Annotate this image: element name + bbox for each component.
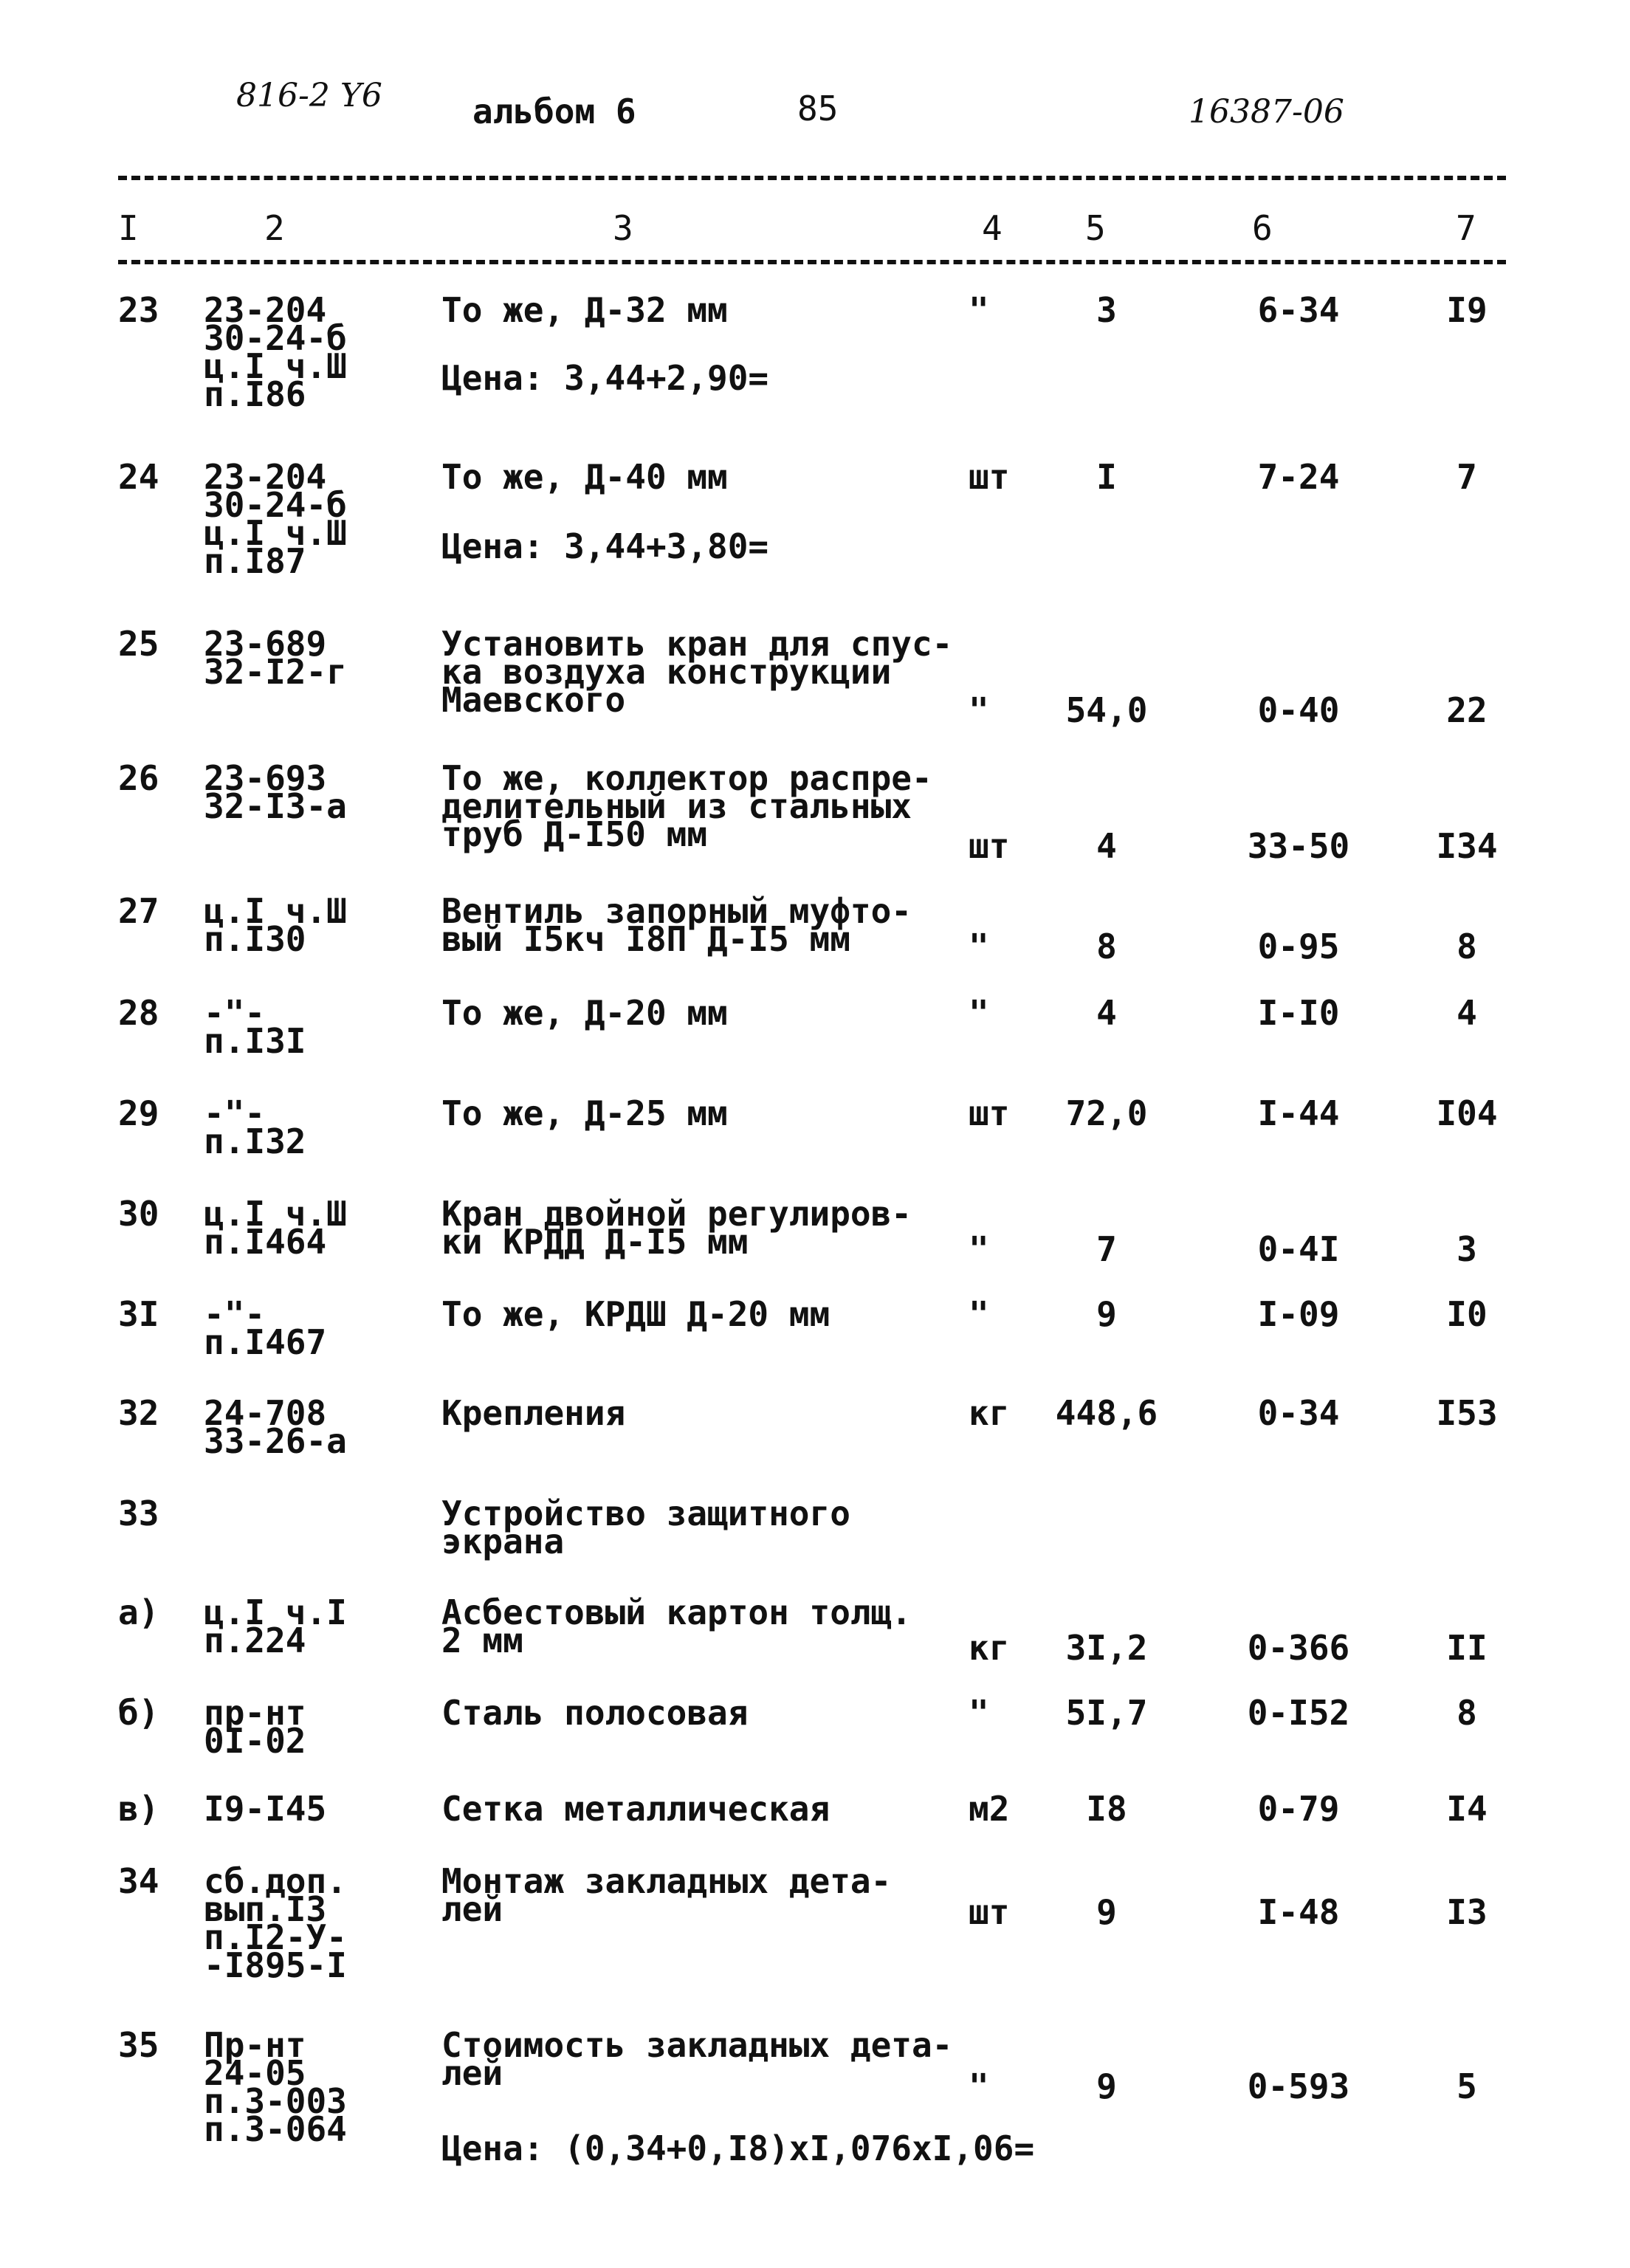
reference-code-line: вып.I3 — [204, 1889, 327, 1929]
unit-of-measure: " — [969, 690, 989, 730]
work-description-line: Кран двойной регулиров- — [441, 1194, 912, 1234]
reference-code-line: ц.I ч.I — [204, 1592, 347, 1632]
total-cost: I4 — [1446, 1789, 1488, 1829]
reference-code-line: 23-204 — [204, 457, 327, 497]
reference-code-line: п.I467 — [204, 1322, 327, 1362]
col-number-3: 3 — [613, 208, 633, 248]
reference-code-line: п.I464 — [204, 1222, 327, 1262]
work-description-line: вый I5кч I8П Д-I5 мм — [441, 919, 850, 959]
reference-code-line: ц.I ч.Ш — [204, 346, 347, 386]
work-description-line: Крепления — [441, 1393, 626, 1433]
unit-price: 0-34 — [1257, 1393, 1340, 1433]
work-description-line: То же, коллектор распре- — [441, 758, 932, 798]
unit-price: 6-34 — [1257, 290, 1340, 330]
col-number-1: I — [118, 208, 139, 248]
reference-code-line: ц.I ч.Ш — [204, 513, 347, 553]
unit-price: I-09 — [1257, 1294, 1340, 1334]
reference-code-line: -I895-I — [204, 1945, 347, 1985]
quantity: 3I,2 — [1065, 1628, 1148, 1668]
work-description-line: труб Д-I50 мм — [441, 814, 708, 854]
total-cost: I34 — [1436, 826, 1498, 866]
row-number: 34 — [118, 1861, 159, 1901]
row-number: 23 — [118, 290, 159, 330]
quantity: 8 — [1096, 927, 1117, 966]
unit-of-measure: кг — [969, 1393, 1010, 1433]
unit-price: I-48 — [1257, 1892, 1340, 1932]
reference-code-line: сб.доп. — [204, 1861, 347, 1901]
total-cost: I3 — [1446, 1892, 1488, 1932]
header-dashed-rule — [118, 260, 1506, 264]
row-number: 27 — [118, 891, 159, 931]
unit-of-measure: " — [969, 1294, 989, 1334]
quantity: 72,0 — [1065, 1093, 1148, 1133]
work-description-line: То же, Д-25 мм — [441, 1093, 728, 1133]
reference-code-line: 32-I2-г — [204, 652, 347, 692]
row-number: 25 — [118, 624, 159, 664]
reference-code-line: 33-26-а — [204, 1421, 347, 1461]
unit-price: 0-4I — [1257, 1229, 1340, 1269]
quantity: I8 — [1086, 1789, 1127, 1829]
work-description-line: То же, КРДШ Д-20 мм — [441, 1294, 831, 1334]
unit-of-measure: " — [969, 993, 989, 1033]
work-description-line: ки КРДД Д-I5 мм — [441, 1222, 749, 1262]
quantity: I — [1096, 457, 1117, 497]
unit-of-measure: шт — [969, 1892, 1010, 1932]
unit-of-measure: м2 — [969, 1789, 1010, 1829]
work-description-line: ка воздуха конструкции — [441, 652, 892, 692]
work-description-line: То же, Д-32 мм — [441, 290, 728, 330]
row-number: 33 — [118, 1494, 159, 1533]
work-description-line: делительный из стальных — [441, 786, 912, 826]
reference-code-line: п.3-003 — [204, 2081, 347, 2121]
unit-of-measure: " — [969, 2066, 989, 2106]
row-number: а) — [118, 1592, 159, 1632]
row-number: 30 — [118, 1194, 159, 1234]
unit-price: I-44 — [1257, 1093, 1340, 1133]
quantity: 9 — [1096, 2066, 1117, 2106]
reference-code-line: -"- — [204, 1294, 266, 1334]
row-number: 3I — [118, 1294, 159, 1334]
row-number: 24 — [118, 457, 159, 497]
row-number: б) — [118, 1693, 159, 1733]
reference-code-line: п.I87 — [204, 541, 306, 581]
price-formula: Цена: 3,44+3,80= — [441, 526, 769, 566]
unit-price: 33-50 — [1247, 826, 1350, 866]
total-cost: 7 — [1457, 457, 1477, 497]
reference-code-line: 0I-02 — [204, 1721, 306, 1761]
work-description-line: лей — [441, 2053, 503, 2093]
total-cost: 8 — [1457, 1693, 1477, 1733]
unit-of-measure: шт — [969, 457, 1010, 497]
unit-of-measure: " — [969, 290, 989, 330]
unit-of-measure: кг — [969, 1628, 1010, 1668]
col-number-6: 6 — [1252, 208, 1273, 248]
unit-price: 0-79 — [1257, 1789, 1340, 1829]
unit-price: 0-40 — [1257, 690, 1340, 730]
total-cost: I53 — [1436, 1393, 1498, 1433]
price-formula: Цена: 3,44+2,90= — [441, 358, 769, 398]
work-description-line: Монтаж закладных дета- — [441, 1861, 892, 1901]
reference-code-line: ц.I ч.Ш — [204, 1194, 347, 1234]
row-number: 26 — [118, 758, 159, 798]
work-description-line: экрана — [441, 1522, 565, 1561]
reference-code-line: п.I3I — [204, 1021, 306, 1061]
reference-code-line: 30-24-б — [204, 485, 347, 525]
work-description-line: 2 мм — [441, 1621, 523, 1660]
total-cost: I04 — [1436, 1093, 1498, 1133]
reference-code-line: п.3-064 — [204, 2109, 347, 2149]
row-number: в) — [118, 1789, 159, 1829]
quantity: 4 — [1096, 993, 1117, 1033]
quantity: 448,6 — [1055, 1393, 1158, 1433]
total-cost: 22 — [1446, 690, 1488, 730]
album-label: альбом 6 — [472, 92, 636, 131]
reference-code-line: I9-I45 — [204, 1789, 327, 1829]
reference-code-line: п.I2-У- — [204, 1917, 347, 1957]
unit-price: 7-24 — [1257, 457, 1340, 497]
unit-price: I-I0 — [1257, 993, 1340, 1033]
quantity: 54,0 — [1065, 690, 1148, 730]
handwritten-code-right: 16387-06 — [1189, 93, 1344, 131]
work-description-line: Вентиль запорный муфто- — [441, 891, 912, 931]
unit-price: 0-593 — [1247, 2066, 1350, 2106]
price-formula: Цена: (0,34+0,I8)хI,076хI,06= — [441, 2128, 1035, 2168]
reference-code-line: ц.I ч.Ш — [204, 891, 347, 931]
work-description-line: Сетка металлическая — [441, 1789, 831, 1829]
total-cost: II — [1446, 1628, 1488, 1668]
unit-of-measure: " — [969, 1229, 989, 1269]
reference-code-line: Пр-нт — [204, 2025, 306, 2065]
quantity: 7 — [1096, 1229, 1117, 1269]
work-description-line: Сталь полосовая — [441, 1693, 749, 1733]
total-cost: 3 — [1457, 1229, 1477, 1269]
reference-code-line: п.I32 — [204, 1121, 306, 1161]
reference-code-line: 23-689 — [204, 624, 327, 664]
reference-code-line: 23-693 — [204, 758, 327, 798]
reference-code-line: 24-708 — [204, 1393, 327, 1433]
col-number-7: 7 — [1456, 208, 1476, 248]
work-description-line: Стоимость закладных дета- — [441, 2025, 953, 2065]
work-description-line: Устройство защитного — [441, 1494, 850, 1533]
top-dashed-rule — [118, 176, 1506, 180]
col-number-4: 4 — [982, 208, 1003, 248]
reference-code-line: п.I86 — [204, 374, 306, 414]
total-cost: I9 — [1446, 290, 1488, 330]
unit-of-measure: шт — [969, 826, 1010, 866]
row-number: 28 — [118, 993, 159, 1033]
unit-price: 0-95 — [1257, 927, 1340, 966]
unit-of-measure: " — [969, 1693, 989, 1733]
quantity: 9 — [1096, 1294, 1117, 1334]
total-cost: 5 — [1457, 2066, 1477, 2106]
quantity: 9 — [1096, 1892, 1117, 1932]
unit-price: 0-366 — [1247, 1628, 1350, 1668]
work-description-line: Асбестовый картон толщ. — [441, 1592, 912, 1632]
total-cost: 4 — [1457, 993, 1477, 1033]
work-description-line: Маевского — [441, 680, 626, 720]
reference-code-line: 23-204 — [204, 290, 327, 330]
total-cost: I0 — [1446, 1294, 1488, 1334]
col-number-2: 2 — [264, 208, 285, 248]
total-cost: 8 — [1457, 927, 1477, 966]
reference-code-line: 32-I3-а — [204, 786, 347, 826]
row-number: 35 — [118, 2025, 159, 2065]
reference-code-line: -"- — [204, 993, 266, 1033]
reference-code-line: 24-05 — [204, 2053, 306, 2093]
reference-code-line: п.I30 — [204, 919, 306, 959]
work-description-line: лей — [441, 1889, 503, 1929]
quantity: 4 — [1096, 826, 1117, 866]
row-number: 32 — [118, 1393, 159, 1433]
reference-code-line: п.224 — [204, 1621, 306, 1660]
work-description-line: Установить кран для спус- — [441, 624, 953, 664]
work-description-line: То же, Д-40 мм — [441, 457, 728, 497]
reference-code-line: 30-24-б — [204, 318, 347, 358]
work-description-line: То же, Д-20 мм — [441, 993, 728, 1033]
unit-of-measure: шт — [969, 1093, 1010, 1133]
quantity: 5I,7 — [1065, 1693, 1148, 1733]
unit-of-measure: " — [969, 927, 989, 966]
handwritten-code-left: 816-2 Y6 — [236, 77, 382, 114]
reference-code-line: пр-нт — [204, 1693, 306, 1733]
row-number: 29 — [118, 1093, 159, 1133]
page-number: 85 — [797, 89, 839, 128]
reference-code-line: -"- — [204, 1093, 266, 1133]
col-number-5: 5 — [1085, 208, 1106, 248]
quantity: 3 — [1096, 290, 1117, 330]
unit-price: 0-I52 — [1247, 1693, 1350, 1733]
